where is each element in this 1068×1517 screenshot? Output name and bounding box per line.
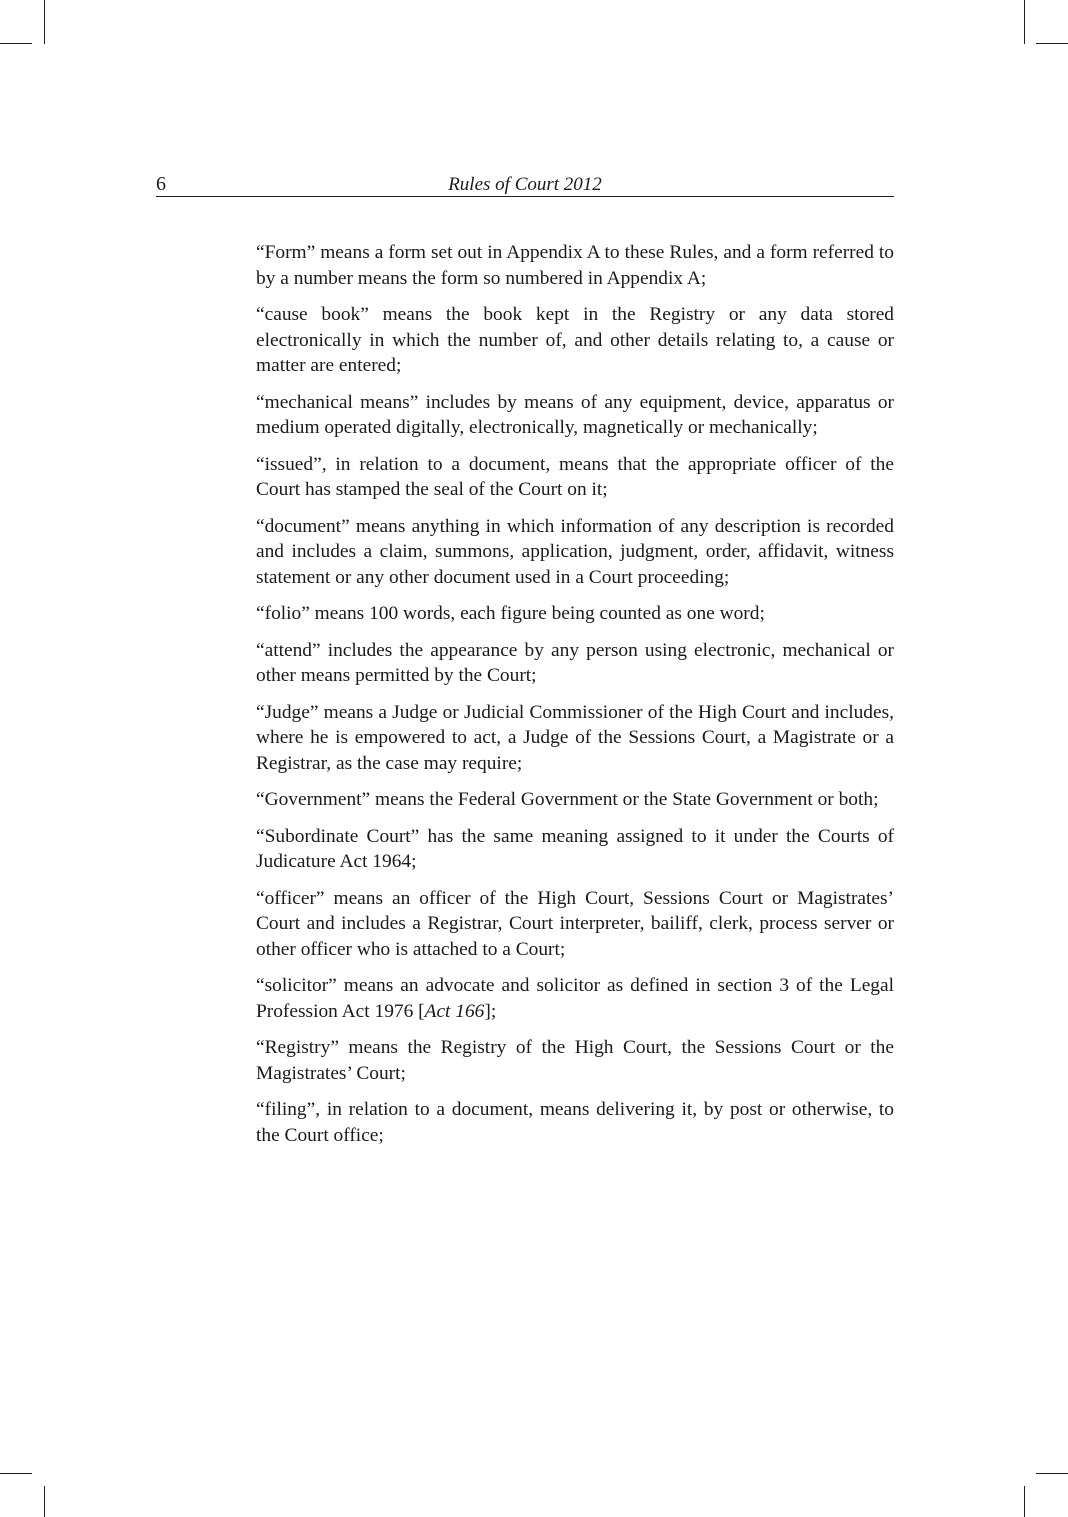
crop-mark-bottom-left-horizontal [0,1473,32,1474]
definition-solicitor-end: ]; [484,1000,497,1022]
definition-mechanical-means: “mechanical means” includes by means of any equipment, device, apparatus or medium operated digitally, electronically, magnetically or mechanically; [256,391,894,438]
definition-solicitor [256,973,894,1024]
page-number: 6 [156,173,166,195]
act-reference: Act 166 [424,1000,485,1022]
definition-document: “document” means anything in which information of any description is recorded and includes a claim, summons, application, judgment, order, affidavit, witness statement or any other document used in a Court proceeding; [256,515,894,588]
definition-attend: “attend” includes the appearance by any person using electronic, mechanical or other means permitted by the Court; [256,639,894,686]
definition-form: “Form” means a form set out in Appendix A to these Rules, and a form referred to by a number means the form so numbered in Appendix A; [256,242,894,289]
crop-mark-top-left-horizontal [0,43,32,44]
crop-mark-bottom-right-horizontal [1036,1473,1068,1474]
definition-government: “Government” means the Federal Government or the State Government or both; [256,789,879,810]
definition-registry: “Registry” means the Registry of the High Court, the Sessions Court or the Magistrates’ Court; [256,1037,894,1084]
definition-filing: “filing”, in relation to a document, means delivering it, by post or otherwise, to the Court office; [256,1099,894,1146]
page-header [156,170,894,197]
definition-cause-book: “cause book” means the book kept in the Registry or any data stored electronically in which the number of, and other details relating to, a cause or matter are entered; [256,304,894,376]
crop-mark-top-right-horizontal [1036,43,1068,44]
definition-officer: “officer” means an officer of the High Court, Sessions Court or Magistrates’ Court and includes a Registrar, Court interpreter, bailiff, clerk, process server or other officer who is attached to a Court; [256,887,894,960]
definition-solicitor-text: “solicitor” means an advocate and solicitor as defined in section 3 of the Legal Profession Act 1976 [ [256,975,894,1022]
definition-folio: “folio” means 100 words, each figure being counted as one word; [256,603,765,624]
definition-judge: “Judge” means a Judge or Judicial Commissioner of the High Court and includes, where he is empowered to act, a Judge of the Sessions Court, a Magistrate or a Registrar, as the case may require; [256,701,894,774]
crop-mark-top-left-vertical [44,0,45,44]
definition-subordinate-court: “Subordinate Court” has the same meaning assigned to it under the Courts of Judicature Act 1964; [256,825,894,872]
definition-issued: “issued”, in relation to a document, means that the appropriate officer of the Court has stamped the seal of the Court on it; [256,453,894,500]
crop-mark-bottom-right-vertical [1024,1486,1025,1517]
running-title: Rules of Court 2012 [448,174,602,195]
crop-mark-top-right-vertical [1024,0,1025,44]
definitions-list [256,240,894,1159]
crop-mark-bottom-left-vertical [44,1486,45,1517]
